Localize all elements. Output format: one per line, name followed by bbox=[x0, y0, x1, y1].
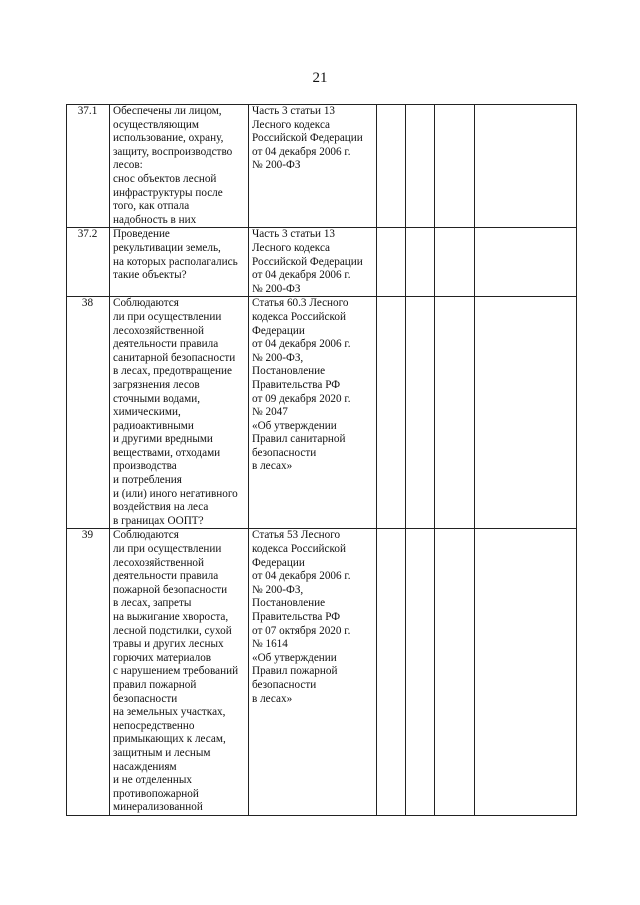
reference-line: № 2047 bbox=[252, 406, 288, 419]
question-line: непосредственно bbox=[113, 719, 195, 732]
reference-cell bbox=[249, 297, 377, 529]
empty-cell bbox=[435, 228, 475, 297]
reference-line: Правил санитарной bbox=[252, 433, 346, 446]
reference-line: Правительства РФ bbox=[252, 378, 341, 391]
reference-cell bbox=[249, 529, 377, 815]
empty-cell bbox=[377, 105, 406, 228]
reference-line: Статья 60.3 Лесного bbox=[252, 297, 349, 310]
row-number: 37.2 bbox=[67, 228, 110, 297]
reference-line: безопасности bbox=[252, 446, 317, 459]
question-line: и другими вредными bbox=[113, 433, 213, 446]
question-line: примыкающих к лесам, bbox=[113, 733, 226, 746]
empty-cell bbox=[435, 529, 475, 815]
question-line: деятельности правила bbox=[113, 570, 219, 583]
empty-cell bbox=[475, 228, 577, 297]
reference-line: кодекса Российской bbox=[252, 543, 346, 556]
reference-line: от 07 октября 2020 г. bbox=[252, 624, 351, 637]
question-cell bbox=[110, 529, 249, 815]
reference-line: Федерации bbox=[252, 556, 305, 569]
question-line: безопасности bbox=[113, 692, 178, 705]
empty-cell bbox=[406, 297, 435, 529]
question-line: защиту, воспроизводство bbox=[113, 145, 233, 158]
reference-line: Правительства РФ bbox=[252, 611, 341, 623]
reference-line: «Об утверждении bbox=[252, 419, 337, 432]
question-line: надобность в них bbox=[113, 213, 197, 226]
empty-cell bbox=[475, 105, 577, 228]
reference-cell bbox=[249, 105, 377, 228]
question-line: на выжигание хвороста, bbox=[113, 611, 229, 623]
reference-line: Часть 3 статьи 13 bbox=[252, 228, 336, 241]
question-line: лесов: bbox=[113, 159, 143, 172]
question-line: на земельных участках, bbox=[113, 706, 226, 719]
question-line: Соблюдаются bbox=[113, 529, 179, 542]
question-line: и не отделенных bbox=[113, 774, 193, 787]
empty-cell bbox=[377, 297, 406, 529]
question-line: такие объекты? bbox=[113, 269, 187, 282]
table-row bbox=[67, 228, 577, 297]
reference-line: в лесах» bbox=[252, 460, 293, 473]
reference-line: Лесного кодекса bbox=[252, 241, 331, 254]
empty-cell bbox=[435, 297, 475, 529]
empty-cell bbox=[406, 529, 435, 815]
reference-line: от 04 декабря 2006 г. bbox=[252, 338, 351, 351]
reference-cell bbox=[249, 228, 377, 297]
reference-line: Российской Федерации bbox=[252, 255, 363, 268]
row-number: 39 bbox=[67, 529, 110, 815]
question-line: инфраструктуры после bbox=[113, 186, 223, 199]
question-line: и потребления bbox=[113, 474, 182, 487]
question-line: осуществляющим bbox=[113, 118, 199, 131]
question-line: насаждениям bbox=[113, 760, 177, 773]
row-number: 37.1 bbox=[67, 105, 110, 228]
question-line: противопожарной bbox=[113, 787, 199, 800]
question-line: радиоактивными bbox=[113, 419, 194, 432]
checklist-body bbox=[67, 105, 577, 816]
reference-line: Правил пожарной bbox=[252, 665, 338, 678]
question-line: Обеспечены ли лицом, bbox=[113, 105, 222, 117]
reference-line: № 200-ФЗ, bbox=[252, 583, 304, 596]
question-cell bbox=[110, 105, 249, 228]
question-line: в лесах, запреты bbox=[113, 597, 192, 610]
question-line: загрязнения лесов bbox=[113, 378, 200, 391]
reference-line: безопасности bbox=[252, 678, 317, 691]
table-row bbox=[67, 297, 577, 529]
reference-line: от 04 декабря 2006 г. bbox=[252, 570, 351, 583]
question-line: лесохозяйственной bbox=[113, 324, 205, 337]
page-number: 21 bbox=[312, 70, 328, 86]
question-line: лесохозяйственной bbox=[113, 556, 205, 569]
reference-line: № 200-ФЗ bbox=[252, 159, 301, 172]
question-line: сточными водами, bbox=[113, 392, 201, 405]
question-line: горючих материалов bbox=[113, 651, 212, 664]
reference-line: Постановление bbox=[252, 365, 326, 378]
reference-line: от 09 декабря 2020 г. bbox=[252, 392, 351, 405]
question-cell bbox=[110, 228, 249, 297]
question-line: того, как отпала bbox=[113, 200, 190, 213]
reference-line: Статья 53 Лесного bbox=[252, 529, 341, 542]
reference-line: кодекса Российской bbox=[252, 310, 346, 323]
reference-line: от 04 декабря 2006 г. bbox=[252, 145, 351, 158]
question-line: санитарной безопасности bbox=[113, 351, 236, 364]
reference-line: № 200-ФЗ bbox=[252, 282, 301, 295]
empty-cell bbox=[377, 228, 406, 297]
question-line: веществами, отходами bbox=[113, 446, 221, 459]
question-line: правил пожарной bbox=[113, 678, 197, 691]
question-line: снос объектов лесной bbox=[113, 172, 217, 185]
reference-line: Лесного кодекса bbox=[252, 118, 331, 131]
question-line: минерализованной bbox=[113, 801, 203, 814]
table-row bbox=[67, 105, 577, 228]
question-line: защитным и лесным bbox=[113, 746, 211, 759]
question-line: деятельности правила bbox=[113, 338, 219, 351]
question-line: в границах ООПТ? bbox=[113, 514, 204, 527]
question-cell bbox=[110, 297, 249, 529]
empty-cell bbox=[377, 529, 406, 815]
question-line: рекультивации земель, bbox=[113, 241, 221, 254]
reference-line: Постановление bbox=[252, 597, 326, 610]
empty-cell bbox=[435, 105, 475, 228]
reference-line: № 200-ФЗ, bbox=[252, 351, 304, 364]
reference-line: Федерации bbox=[252, 324, 305, 337]
question-line: травы и других лесных bbox=[113, 638, 224, 651]
question-line: Соблюдаются bbox=[113, 297, 179, 310]
question-line: воздействия на леса bbox=[113, 501, 209, 514]
question-line: ли при осуществлении bbox=[113, 543, 222, 556]
empty-cell bbox=[406, 228, 435, 297]
empty-cell bbox=[475, 529, 577, 815]
row-number: 38 bbox=[67, 297, 110, 529]
checklist-table bbox=[66, 104, 577, 816]
question-line: в лесах, предотвращение bbox=[113, 365, 232, 378]
question-line: использование, охрану, bbox=[113, 132, 224, 145]
question-line: производства bbox=[113, 460, 177, 473]
question-line: с нарушением требований bbox=[113, 665, 239, 678]
reference-line: Российской Федерации bbox=[252, 132, 363, 145]
question-line: пожарной безопасности bbox=[113, 583, 228, 596]
question-line: химическими, bbox=[113, 406, 181, 419]
reference-line: от 04 декабря 2006 г. bbox=[252, 269, 351, 282]
reference-line: № 1614 bbox=[252, 638, 288, 651]
reference-line: в лесах» bbox=[252, 692, 293, 705]
question-line: Проведение bbox=[113, 228, 170, 241]
empty-cell bbox=[475, 297, 577, 529]
question-line: ли при осуществлении bbox=[113, 310, 222, 323]
reference-line: «Об утверждении bbox=[252, 651, 337, 664]
empty-cell bbox=[406, 105, 435, 228]
question-line: лесной подстилки, сухой bbox=[113, 624, 232, 637]
table-row bbox=[67, 529, 577, 815]
question-line: и (или) иного негативного bbox=[113, 487, 238, 500]
reference-line: Часть 3 статьи 13 bbox=[252, 105, 336, 117]
question-line: на которых располагались bbox=[113, 255, 238, 268]
